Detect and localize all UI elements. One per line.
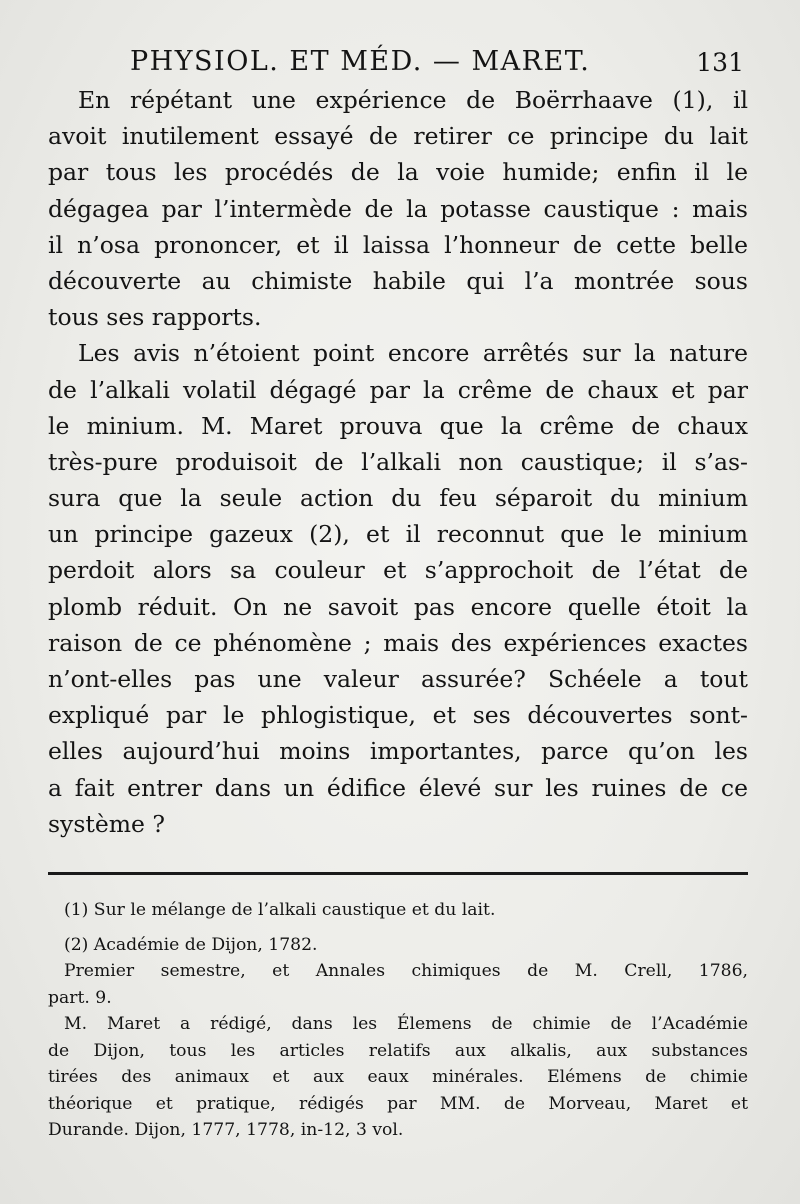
text-line: Les avis n’étoient point encore arrêtés sur la nature bbox=[78, 339, 748, 368]
footnote-1: (1) Sur le mélange de l’alkali caustique et du lait. bbox=[64, 900, 496, 920]
text-line: En répétant une expérience de Boërrhaave (1), il bbox=[78, 86, 748, 114]
page-header bbox=[48, 44, 748, 84]
text-line: elles aujourd’hui moins importantes, parce qu’on les bbox=[48, 737, 748, 766]
page-number: 131 bbox=[696, 48, 744, 77]
text-line: il n’osa prononcer, et il laissa l’honneur de cette belle bbox=[48, 230, 748, 259]
text-line: n’ont-elles pas une valeur assurée? Schéele a tout bbox=[48, 665, 748, 693]
footnote-2-line: M. Maret a rédigé, dans les Élemens de chimie de l’Académie bbox=[64, 1014, 748, 1034]
main-text bbox=[48, 82, 748, 842]
text-line: raison de ce phénomène ; mais des expériences exactes bbox=[48, 628, 748, 657]
text-line: découverte au chimiste habile qui l’a montrée sous bbox=[48, 266, 748, 295]
text-line: par tous les procédés de la voie humide; enfin il le bbox=[48, 158, 748, 187]
footnote-2-line: part. 9. bbox=[48, 987, 112, 1008]
footnote-2-line: Premier semestre, et Annales chimiques de M. Crell, 1786, bbox=[64, 961, 748, 981]
text-line: avoit inutilement essayé de retirer ce principe du lait bbox=[48, 122, 748, 151]
text-line: plomb réduit. On ne savoit pas encore quelle étoit la bbox=[48, 592, 748, 621]
text-line: le minium. M. Maret prouva que la crême de chaux bbox=[48, 411, 748, 440]
text-line: perdoit alors sa couleur et s’approchoit de l’état de bbox=[48, 556, 748, 585]
text-line: sura que la seule action du feu séparoit du minium bbox=[48, 484, 748, 513]
text-line: expliqué par le phlogistique, et ses découvertes sont- bbox=[48, 701, 748, 730]
text-line: de l’alkali volatil dégagé par la crême de chaux et par bbox=[48, 375, 748, 404]
text-line: dégagea par l’intermède de la potasse caustique : mais bbox=[48, 194, 748, 223]
running-head: PHYSIOL. ET MÉD. — MARET. bbox=[130, 46, 591, 77]
footnotes bbox=[48, 897, 748, 1144]
footnote-rule bbox=[48, 872, 748, 875]
text-line: système ? bbox=[48, 809, 166, 838]
footnote-2-line: théorique et pratique, rédigés par MM. de Morveau, Maret et bbox=[48, 1093, 748, 1114]
text-line: tous ses rapports. bbox=[48, 303, 262, 332]
text-line: a fait entrer dans un édifice élevé sur les ruines de ce bbox=[48, 773, 748, 802]
footnote-2-line: tirées des animaux et aux eaux minérales. Elémens de chimie bbox=[48, 1067, 748, 1087]
text-line: un principe gazeux (2), et il reconnut que le minium bbox=[48, 520, 748, 549]
footnote-2-line: (2) Académie de Dijon, 1782. bbox=[64, 934, 318, 955]
footnote-2-line: de Dijon, tous les articles relatifs aux alkalis, aux substances bbox=[48, 1040, 748, 1061]
footnote-2-line: Durande. Dijon, 1777, 1778, in-12, 3 vol. bbox=[48, 1120, 404, 1140]
text-line: très-pure produisoit de l’alkali non caustique; il s’as- bbox=[48, 447, 748, 476]
